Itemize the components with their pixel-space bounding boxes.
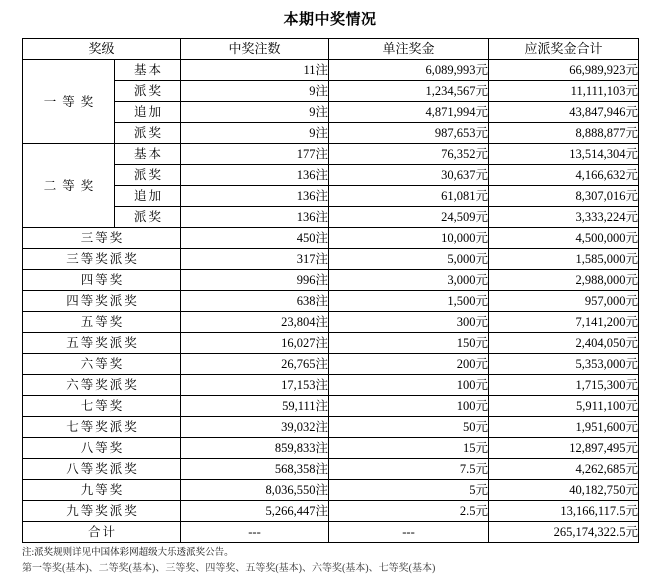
cell-count: 17,153注 <box>181 375 329 396</box>
table-row <box>23 312 639 333</box>
table-row <box>23 207 639 228</box>
cell-amount: 987,653元 <box>329 123 489 144</box>
grade-label: 五等奖派奖 <box>23 333 181 354</box>
grade-label: 二等奖 <box>23 144 115 228</box>
cell-count: 39,032注 <box>181 417 329 438</box>
lottery-prize-page <box>0 8 660 574</box>
cell-total: 8,307,016元 <box>489 186 639 207</box>
cell-total: 3,333,224元 <box>489 207 639 228</box>
cell-total: 4,262,685元 <box>489 459 639 480</box>
table-row <box>23 396 639 417</box>
cell-total: 1,951,600元 <box>489 417 639 438</box>
sub-label: 追加 <box>115 186 181 207</box>
cell-count: 9注 <box>181 123 329 144</box>
grade-label: 三等奖 <box>23 228 181 249</box>
table-row <box>23 60 639 81</box>
table-row <box>23 417 639 438</box>
table-row <box>23 459 639 480</box>
cell-count: 996注 <box>181 270 329 291</box>
cell-amount: 50元 <box>329 417 489 438</box>
table-row <box>23 375 639 396</box>
table-note-secondary: 第一等奖(基本)、二等奖(基本)、三等奖、四等奖、五等奖(基本)、六等奖(基本)、七等奖(基本) <box>22 563 436 574</box>
footer-amount: --- <box>329 522 489 543</box>
table-row <box>23 81 639 102</box>
cell-amount: 4,871,994元 <box>329 102 489 123</box>
header-total: 应派奖金合计 <box>489 39 639 60</box>
table-row <box>23 480 639 501</box>
sub-label: 基本 <box>115 60 181 81</box>
cell-total: 66,989,923元 <box>489 60 639 81</box>
cell-total: 7,141,200元 <box>489 312 639 333</box>
cell-count: 26,765注 <box>181 354 329 375</box>
cell-amount: 76,352元 <box>329 144 489 165</box>
grade-label: 八等奖派奖 <box>23 459 181 480</box>
table-row <box>23 123 639 144</box>
table-row <box>23 102 639 123</box>
prize-table-body <box>23 39 639 543</box>
table-row <box>23 165 639 186</box>
cell-count: 136注 <box>181 165 329 186</box>
grade-label: 四等奖派奖 <box>23 291 181 312</box>
cell-total: 12,897,495元 <box>489 438 639 459</box>
cell-amount: 24,509元 <box>329 207 489 228</box>
table-row <box>23 228 639 249</box>
grade-label: 三等奖派奖 <box>23 249 181 270</box>
cell-count: 8,036,550注 <box>181 480 329 501</box>
grade-label: 七等奖 <box>23 396 181 417</box>
cell-amount: 15元 <box>329 438 489 459</box>
cell-total: 40,182,750元 <box>489 480 639 501</box>
cell-count: 136注 <box>181 207 329 228</box>
cell-total: 4,166,632元 <box>489 165 639 186</box>
header-amount: 单注奖金 <box>329 39 489 60</box>
cell-total: 1,715,300元 <box>489 375 639 396</box>
cell-amount: 2.5元 <box>329 501 489 522</box>
cell-total: 2,988,000元 <box>489 270 639 291</box>
cell-amount: 5元 <box>329 480 489 501</box>
cell-count: 11注 <box>181 60 329 81</box>
table-row <box>23 270 639 291</box>
grade-label: 一等奖 <box>23 60 115 144</box>
cell-amount: 7.5元 <box>329 459 489 480</box>
table-row <box>23 501 639 522</box>
cell-amount: 10,000元 <box>329 228 489 249</box>
grade-label: 八等奖 <box>23 438 181 459</box>
sub-label: 派奖 <box>115 165 181 186</box>
cell-total: 1,585,000元 <box>489 249 639 270</box>
table-row <box>23 249 639 270</box>
sub-label: 派奖 <box>115 123 181 144</box>
grade-label: 六等奖 <box>23 354 181 375</box>
cell-amount: 300元 <box>329 312 489 333</box>
table-row <box>23 438 639 459</box>
footer-count: --- <box>181 522 329 543</box>
grade-label: 六等奖派奖 <box>23 375 181 396</box>
cell-total: 13,514,304元 <box>489 144 639 165</box>
cell-amount: 150元 <box>329 333 489 354</box>
cell-total: 4,500,000元 <box>489 228 639 249</box>
grade-label: 四等奖 <box>23 270 181 291</box>
table-row <box>23 333 639 354</box>
cell-amount: 3,000元 <box>329 270 489 291</box>
cell-count: 9注 <box>181 81 329 102</box>
cell-count: 859,833注 <box>181 438 329 459</box>
cell-count: 177注 <box>181 144 329 165</box>
grade-label: 九等奖 <box>23 480 181 501</box>
cell-count: 59,111注 <box>181 396 329 417</box>
sub-label: 追加 <box>115 102 181 123</box>
grade-label: 七等奖派奖 <box>23 417 181 438</box>
cell-total: 8,888,877元 <box>489 123 639 144</box>
grade-label: 五等奖 <box>23 312 181 333</box>
table-row <box>23 291 639 312</box>
cell-count: 450注 <box>181 228 329 249</box>
cell-count: 136注 <box>181 186 329 207</box>
cell-total: 5,353,000元 <box>489 354 639 375</box>
table-note: 注:派奖规则详见中国体彩网超级大乐透派奖公告。 <box>22 548 234 558</box>
cell-count: 16,027注 <box>181 333 329 354</box>
prize-table <box>22 38 639 543</box>
prize-table-wrap <box>0 38 660 543</box>
cell-amount: 61,081元 <box>329 186 489 207</box>
cell-count: 638注 <box>181 291 329 312</box>
sub-label: 基本 <box>115 144 181 165</box>
header-grade: 奖级 <box>23 39 181 60</box>
sub-label: 派奖 <box>115 81 181 102</box>
cell-count: 9注 <box>181 102 329 123</box>
cell-amount: 200元 <box>329 354 489 375</box>
grade-label: 九等奖派奖 <box>23 501 181 522</box>
cell-total: 2,404,050元 <box>489 333 639 354</box>
cell-amount: 100元 <box>329 375 489 396</box>
sub-label: 派奖 <box>115 207 181 228</box>
page-title: 本期中奖情况 <box>283 12 377 28</box>
cell-total: 11,111,103元 <box>489 81 639 102</box>
cell-amount: 100元 <box>329 396 489 417</box>
cell-total: 13,166,117.5元 <box>489 501 639 522</box>
cell-total: 43,847,946元 <box>489 102 639 123</box>
footer-total: 265,174,322.5元 <box>489 522 639 543</box>
cell-amount: 30,637元 <box>329 165 489 186</box>
footer-grade: 合计 <box>23 522 181 543</box>
header-count: 中奖注数 <box>181 39 329 60</box>
cell-total: 957,000元 <box>489 291 639 312</box>
cell-amount: 5,000元 <box>329 249 489 270</box>
table-footer-row <box>23 522 639 543</box>
cell-amount: 6,089,993元 <box>329 60 489 81</box>
cell-amount: 1,234,567元 <box>329 81 489 102</box>
cell-count: 23,804注 <box>181 312 329 333</box>
table-header-row <box>23 39 639 60</box>
cell-count: 568,358注 <box>181 459 329 480</box>
cell-count: 317注 <box>181 249 329 270</box>
table-row <box>23 186 639 207</box>
cell-total: 5,911,100元 <box>489 396 639 417</box>
cell-count: 5,266,447注 <box>181 501 329 522</box>
table-row <box>23 144 639 165</box>
cell-amount: 1,500元 <box>329 291 489 312</box>
table-row <box>23 354 639 375</box>
